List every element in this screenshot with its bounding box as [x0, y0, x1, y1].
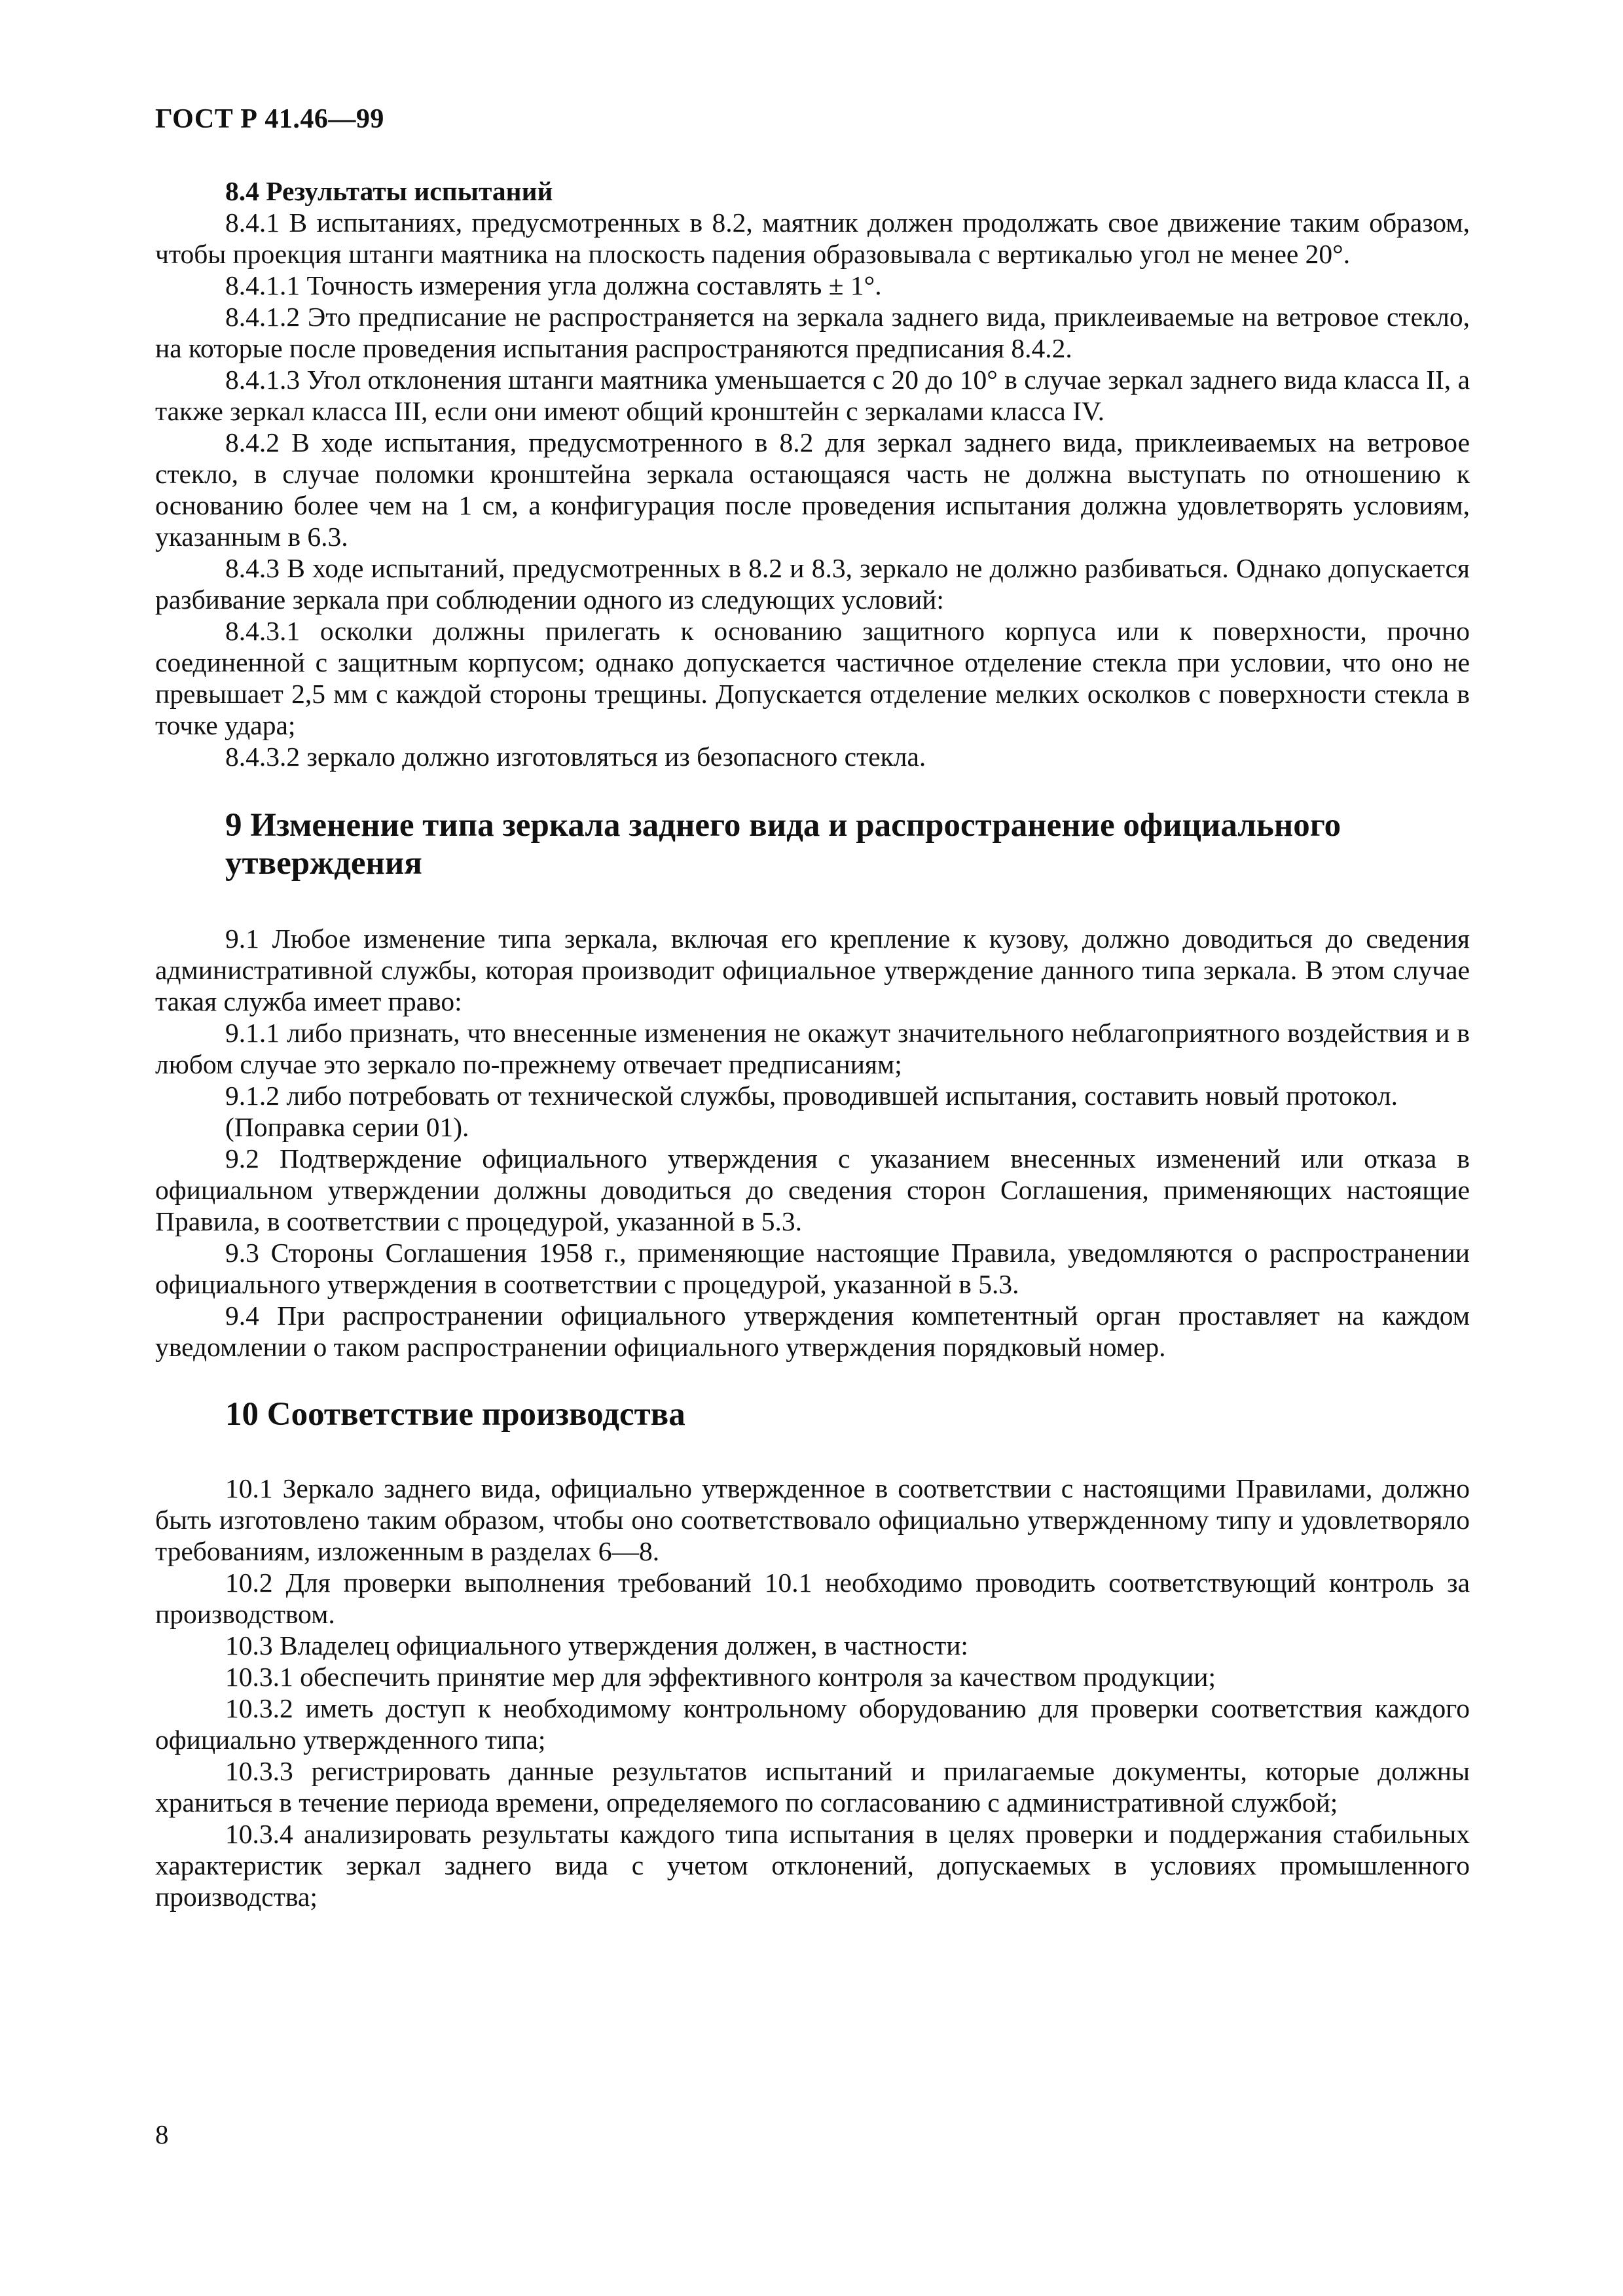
paragraph-8-4-3: 8.4.3 В ходе испытаний, предусмотренных в 8.2 и 8.3, зеркало не должно разбиваться. Однако допускается разбивание зеркала при соблюдении одного из следующих условий: — [155, 553, 1470, 615]
paragraph-9-3: 9.3 Стороны Соглашения 1958 г., применяющие настоящие Правила, уведомляются о распространении официального утверждения в соответствии с процедурой, указанной в 5.3. — [155, 1238, 1470, 1299]
paragraph-8-4-1: 8.4.1 В испытаниях, предусмотренных в 8.2, маятник должен продолжать свое движение таким образом, чтобы проекция штанги маятника на плоскость падения образовывала с вертикалью угол не менее 20°. — [155, 207, 1470, 269]
paragraph-8-4-1-1: 8.4.1.1 Точность измерения угла должна составлять ± 1°. — [225, 270, 882, 300]
paragraph-8-4-2: 8.4.2 В ходе испытания, предусмотренного в 8.2 для зеркал заднего вида, приклеиваемых на ветровое стекло, в случае поломки кронштейна зеркала остающаяся часть не должна выступать по отношению к основанию более чем на 1 см, а конфигурация после проведения испытания должна удовлетворять условиям, указанным в 6.3. — [155, 427, 1470, 552]
document-code: ГОСТ Р 41.46—99 — [155, 104, 384, 134]
paragraph-10-3: 10.3 Владелец официального утверждения должен, в частности: — [225, 1630, 968, 1660]
paragraph-10-3-1: 10.3.1 обеспечить принятие мер для эффективного контроля за качеством продукции; — [225, 1662, 1216, 1692]
paragraph-9-1-1: 9.1.1 либо признать, что внесенные изменения не окажут значительного неблагоприятного воздействия и в любом случае это зеркало по-прежнему отвечает предписаниям; — [155, 1018, 1470, 1079]
paragraph-8-4-3-2: 8.4.3.2 зеркало должно изготовляться из безопасного стекла. — [225, 742, 926, 772]
paragraph-9-2: 9.2 Подтверждение официального утверждения с указанием внесенных изменений или отказа в официальном утверждении должны доводиться до сведения сторон Соглашения, применяющих настоящие Правила, в соответствии с процедурой, указанной в 5.3. — [155, 1143, 1470, 1236]
paragraph-10-3-4: 10.3.4 анализировать результаты каждого типа испытания в целях проверки и поддержания стабильных характеристик зеркал заднего вида с учетом отклонений, допускаемых в условиях промышленного производства; — [155, 1819, 1470, 1912]
page-number: 8 — [155, 2119, 169, 2149]
section-heading-10: 10 Соответствие производства — [225, 1396, 685, 1433]
paragraph-amendment-note: (Поправка серии 01). — [225, 1112, 469, 1142]
paragraph-9-1: 9.1 Любое изменение типа зеркала, включая его крепление к кузову, должно доводиться до сведения административной службы, которая производит официальное утверждение данного типа зеркала. В этом случае такая служба имеет право: — [155, 924, 1470, 1016]
section-heading-9: 9 Изменение типа зеркала заднего вида и распространение официального утверждения — [225, 807, 1341, 882]
paragraph-8-4-1-2: 8.4.1.2 Это предписание не распространяется на зеркала заднего вида, приклеиваемые на ветровое стекло, на которые после проведения испытания распространяются предписания 8.4.2. — [155, 302, 1470, 363]
document-body — [155, 175, 1470, 1912]
paragraph-8-4-3-1: 8.4.3.1 осколки должны прилегать к основанию защитного корпуса или к поверхности, прочно соединенной с защитным корпусом; однако допускается частичное отделение стекла при условии, что оно не превышает 2,5 мм с каждой стороны трещины. Допускается отделение мелких осколков с поверхности стекла в точке удара; — [155, 616, 1470, 740]
paragraph-9-4: 9.4 При распространении официального утверждения компетентный орган проставляет на каждом уведомлении о таком распространении официального утверждения порядковый номер. — [155, 1300, 1470, 1362]
subsection-title-8-4: 8.4 Результаты испытаний — [225, 176, 553, 206]
paragraph-10-3-3: 10.3.3 регистрировать данные результатов испытаний и прилагаемые документы, которые должны храниться в течение периода времени, определяемого по согласованию с административной службой; — [155, 1756, 1470, 1818]
paragraph-9-1-2: 9.1.2 либо потребовать от технической службы, проводившей испытания, составить новый протокол. — [225, 1081, 1398, 1111]
paragraph-10-1: 10.1 Зеркало заднего вида, официально утвержденное в соответствии с настоящими Правилами, должно быть изготовлено таким образом, чтобы оно соответствовало официально утвержденному типу и удовлетворяло требованиям, изложенным в разделах 6—8. — [155, 1473, 1470, 1566]
paragraph-10-3-2: 10.3.2 иметь доступ к необходимому контрольному оборудованию для проверки соответствия каждого официально утвержденного типа; — [155, 1693, 1470, 1755]
paragraph-8-4-1-3: 8.4.1.3 Угол отклонения штанги маятника уменьшается с 20 до 10° в случае зеркал заднего вида класса II, а также зеркал класса III, если они имеют общий кронштейн с зеркалами класса IV. — [155, 365, 1470, 426]
paragraph-10-2: 10.2 Для проверки выполнения требований 10.1 необходимо проводить соответствующий контроль за производством. — [155, 1568, 1470, 1629]
